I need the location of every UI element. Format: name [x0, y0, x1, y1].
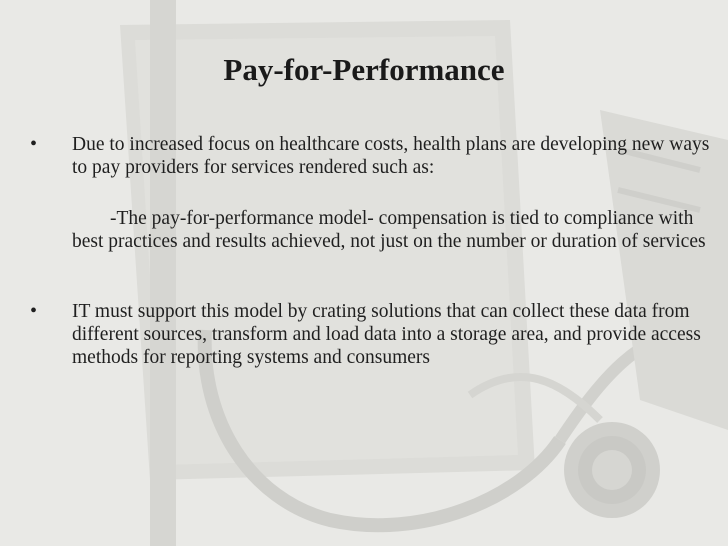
- slide-title: Pay-for-Performance: [223, 52, 505, 87]
- bullet-it-support: IT must support this model by crating solutions that can collect these data from different sources, transform and load data into a storage area, and provide access methods for reporting systems and consumers: [72, 301, 701, 368]
- sub-point-pay-for-performance: [72, 207, 712, 253]
- bullet-marker: •: [30, 300, 38, 322]
- sub-point-text: -The pay-for-performance model- compensation is tied to compliance with best practices and results achieved, not just on the number or duration of services: [72, 208, 706, 252]
- bullet-marker: •: [30, 133, 38, 155]
- bullet-healthcare-costs: Due to increased focus on healthcare costs, health plans are developing new ways to pay providers for services rendered such as:: [72, 134, 710, 178]
